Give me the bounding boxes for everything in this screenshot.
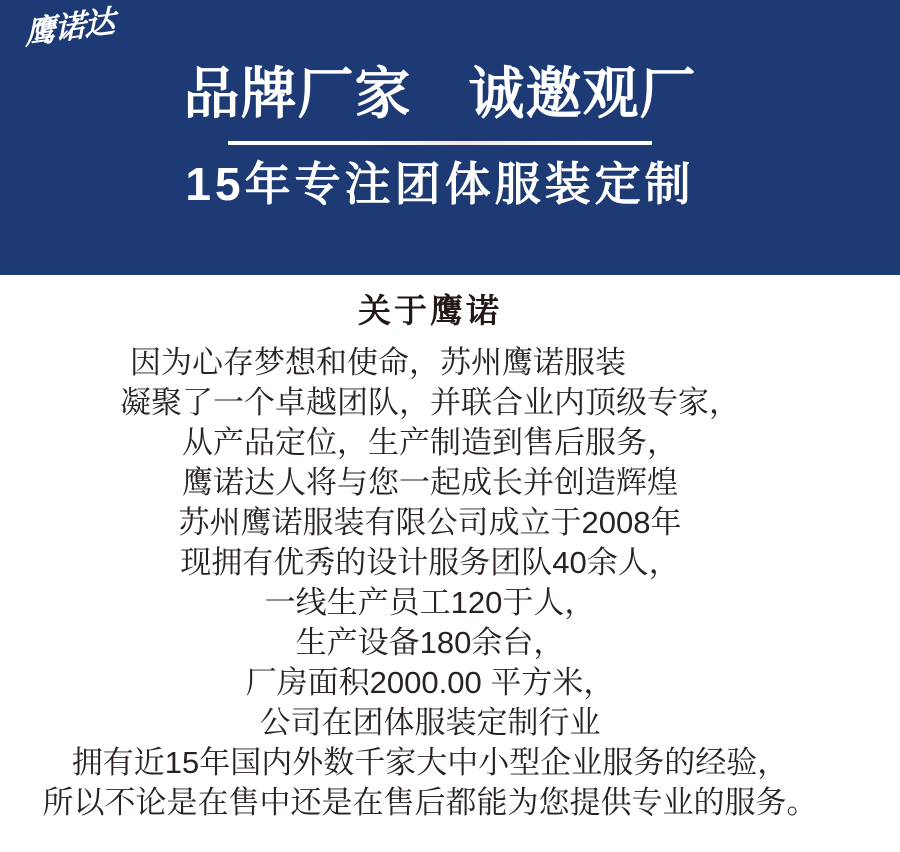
about-line: 厂房面积2000.00 平方米， bbox=[245, 665, 615, 700]
title-divider bbox=[228, 141, 652, 145]
about-line: 凝聚了一个卓越团队，并联合业内顶级专家， bbox=[120, 385, 740, 420]
about-line: 公司在团体服装定制行业 bbox=[259, 705, 601, 740]
about-line: 现拥有优秀的设计服务团队40余人， bbox=[180, 545, 680, 580]
brand-logo: 鹰诺达 bbox=[24, 3, 115, 52]
banner-subtitle: 15年专注团体服装定制 bbox=[185, 158, 695, 211]
about-line: 一线生产员工120于人， bbox=[264, 585, 596, 620]
about-heading: 关于鹰诺 bbox=[358, 292, 502, 329]
about-line: 拥有近15年国内外数千家大中小型企业服务的经验， bbox=[71, 745, 789, 780]
about-line: 所以不论是在售中还是在售后都能为您提供专业的服务。 bbox=[42, 785, 818, 820]
about-body bbox=[0, 343, 860, 823]
about-line: 苏州鹰诺服装有限公司成立于2008年 bbox=[178, 505, 682, 540]
banner-content bbox=[0, 0, 880, 211]
about-line: 从产品定位，生产制造到售后服务， bbox=[182, 425, 678, 460]
about-line: 鹰诺达人将与您一起成长并创造辉煌 bbox=[182, 465, 678, 500]
banner-title: 品牌厂家 诚邀观厂 bbox=[183, 62, 697, 125]
about-section bbox=[0, 291, 900, 823]
hero-banner bbox=[0, 0, 900, 275]
about-line: 因为心存梦想和使命，苏州鹰诺服装 bbox=[130, 345, 626, 380]
about-line: 生产设备180余台， bbox=[295, 625, 565, 660]
